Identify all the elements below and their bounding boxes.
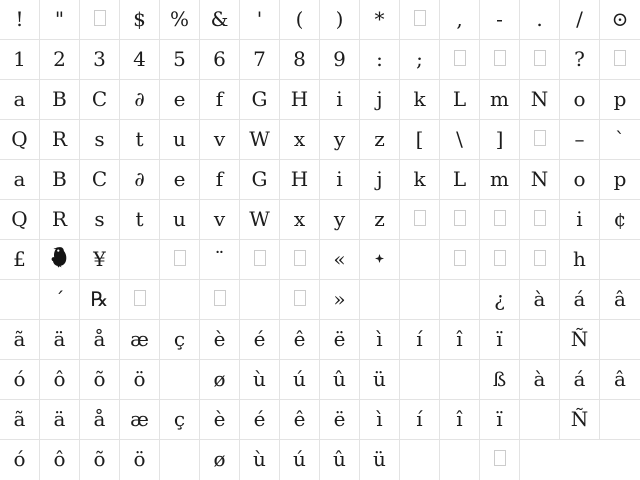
glyph-cell[interactable]: z — [360, 200, 400, 240]
glyph-cell[interactable]: f — [200, 80, 240, 120]
empty-cell[interactable] — [360, 280, 400, 320]
glyph-cell[interactable]: v — [200, 120, 240, 160]
glyph-cell[interactable]: x — [280, 200, 320, 240]
glyph-cell[interactable]: $ — [120, 0, 160, 40]
glyph-cell[interactable]: – — [560, 120, 600, 160]
empty-cell[interactable] — [600, 400, 640, 440]
glyph-cell[interactable]: ℞ — [80, 280, 120, 320]
notdef-cell[interactable] — [520, 200, 560, 240]
glyph-cell[interactable]: B — [40, 160, 80, 200]
glyph-cell[interactable]: W — [240, 200, 280, 240]
empty-cell[interactable] — [400, 280, 440, 320]
spark-ornament-cell[interactable] — [360, 240, 400, 280]
missing-glyph-box — [494, 210, 506, 226]
glyph-cell[interactable]: ì — [360, 320, 400, 360]
missing-glyph-box — [294, 250, 306, 266]
glyph-cell[interactable]: h — [560, 240, 600, 280]
glyph-cell[interactable]: m — [480, 80, 520, 120]
notdef-cell[interactable] — [520, 40, 560, 80]
glyph-cell[interactable]: L — [440, 160, 480, 200]
glyph-cell[interactable]: ï — [480, 400, 520, 440]
glyph-cell[interactable]: õ — [80, 440, 120, 480]
glyph-cell[interactable]: ê — [280, 400, 320, 440]
glyph-cell[interactable]: f — [200, 160, 240, 200]
glyph-cell[interactable]: u — [160, 200, 200, 240]
notdef-cell[interactable] — [80, 0, 120, 40]
notdef-cell[interactable] — [520, 120, 560, 160]
glyph-cell[interactable]: ⊙ — [600, 0, 640, 40]
glyph-cell[interactable]: G — [240, 80, 280, 120]
glyph-cell[interactable]: ∂ — [120, 80, 160, 120]
glyph-cell[interactable]: ç — [160, 400, 200, 440]
notdef-cell[interactable] — [280, 240, 320, 280]
missing-glyph-box — [494, 250, 506, 266]
four-point-star-icon — [375, 254, 384, 263]
glyph-cell[interactable]: k — [400, 160, 440, 200]
glyph-cell[interactable]: p — [600, 80, 640, 120]
glyph-cell[interactable]: à — [520, 280, 560, 320]
empty-cell[interactable] — [400, 440, 440, 480]
glyph-cell[interactable]: 2 — [40, 40, 80, 80]
glyph-cell[interactable]: û — [320, 440, 360, 480]
glyph-cell[interactable]: Q — [0, 120, 40, 160]
glyph-cell[interactable]: é — [240, 320, 280, 360]
empty-cell[interactable] — [240, 280, 280, 320]
notdef-cell[interactable] — [400, 0, 440, 40]
glyph-cell[interactable]: â — [600, 280, 640, 320]
glyph-cell[interactable]: Ñ — [560, 320, 600, 360]
glyph-cell[interactable]: ´ — [40, 280, 80, 320]
glyph-cell[interactable]: å — [80, 320, 120, 360]
glyph-cell[interactable]: e — [160, 160, 200, 200]
glyph-cell[interactable]: " — [40, 0, 80, 40]
glyph-cell[interactable]: H — [280, 160, 320, 200]
glyph-cell[interactable]: s — [80, 200, 120, 240]
notdef-cell[interactable] — [480, 40, 520, 80]
glyph-cell[interactable]: ¿ — [480, 280, 520, 320]
glyph-cell[interactable]: ã — [0, 320, 40, 360]
glyph-cell[interactable]: ü — [360, 440, 400, 480]
glyph-cell[interactable]: ! — [0, 0, 40, 40]
empty-cell[interactable] — [600, 320, 640, 360]
glyph-cell[interactable]: i — [560, 200, 600, 240]
glyph-cell[interactable]: î — [440, 400, 480, 440]
glyph-cell[interactable]: ù — [240, 440, 280, 480]
glyph-cell[interactable]: ä — [40, 400, 80, 440]
glyph-cell[interactable]: ù — [240, 360, 280, 400]
glyph-cell[interactable]: í — [400, 400, 440, 440]
glyph-cell[interactable]: 6 — [200, 40, 240, 80]
glyph-cell[interactable]: ? — [560, 40, 600, 80]
glyph-cell[interactable]: ê — [280, 320, 320, 360]
notdef-cell[interactable] — [480, 240, 520, 280]
notdef-cell[interactable] — [440, 40, 480, 80]
glyph-cell[interactable]: Q — [0, 200, 40, 240]
glyph-cell[interactable]: ë — [320, 320, 360, 360]
empty-cell[interactable] — [160, 360, 200, 400]
glyph-cell[interactable]: â — [600, 360, 640, 400]
notdef-cell[interactable] — [200, 280, 240, 320]
missing-glyph-box — [494, 50, 506, 66]
glyph-cell[interactable]: / — [560, 0, 600, 40]
glyph-cell[interactable]: ( — [280, 0, 320, 40]
missing-glyph-box — [414, 10, 426, 26]
ghost-cell — [600, 440, 640, 480]
glyph-cell[interactable]: x — [280, 120, 320, 160]
glyph-cell[interactable]: 7 — [240, 40, 280, 80]
empty-cell[interactable] — [520, 400, 560, 440]
notdef-cell[interactable] — [480, 440, 520, 480]
notdef-cell[interactable] — [600, 40, 640, 80]
glyph-cell[interactable]: j — [360, 160, 400, 200]
notdef-cell[interactable] — [480, 200, 520, 240]
glyph-cell[interactable]: m — [480, 160, 520, 200]
glyph-cell[interactable]: 4 — [120, 40, 160, 80]
glyph-cell[interactable]: è — [200, 400, 240, 440]
glyph-cell[interactable]: è — [200, 320, 240, 360]
missing-glyph-box — [454, 250, 466, 266]
glyph-cell[interactable]: i — [320, 160, 360, 200]
missing-glyph-box — [534, 50, 546, 66]
glyph-cell[interactable]: , — [440, 0, 480, 40]
empty-cell[interactable] — [400, 360, 440, 400]
missing-glyph-box — [494, 450, 506, 466]
empty-cell[interactable] — [400, 240, 440, 280]
glyph-cell[interactable]: B — [40, 80, 80, 120]
glyph-cell[interactable]: o — [560, 80, 600, 120]
glyph-cell[interactable]: å — [80, 400, 120, 440]
owl-ornament-cell[interactable] — [40, 240, 80, 280]
missing-glyph-box — [254, 250, 266, 266]
glyph-cell[interactable]: 5 — [160, 40, 200, 80]
glyph-cell[interactable]: £ — [0, 240, 40, 280]
glyph-cell[interactable]: N — [520, 80, 560, 120]
glyph-cell[interactable]: ] — [480, 120, 520, 160]
notdef-cell[interactable] — [440, 240, 480, 280]
glyph-cell[interactable]: ô — [40, 440, 80, 480]
glyph-cell[interactable]: æ — [120, 400, 160, 440]
glyph-cell[interactable]: ¨ — [200, 240, 240, 280]
glyph-cell[interactable]: y — [320, 120, 360, 160]
glyph-cell[interactable]: ë — [320, 400, 360, 440]
missing-glyph-box — [414, 210, 426, 226]
glyph-cell[interactable]: í — [400, 320, 440, 360]
glyph-cell[interactable]: C — [80, 80, 120, 120]
glyph-cell[interactable]: \ — [440, 120, 480, 160]
glyph-cell[interactable]: v — [200, 200, 240, 240]
glyph-cell[interactable]: z — [360, 120, 400, 160]
glyph-cell[interactable]: ∂ — [120, 160, 160, 200]
notdef-cell[interactable] — [120, 280, 160, 320]
glyph-cell[interactable]: á — [560, 360, 600, 400]
glyph-cell[interactable]: « — [320, 240, 360, 280]
glyph-cell[interactable]: û — [320, 360, 360, 400]
owl-icon — [50, 246, 70, 268]
empty-cell[interactable] — [440, 360, 480, 400]
glyph-cell[interactable]: ø — [200, 360, 240, 400]
glyph-cell[interactable]: G — [240, 160, 280, 200]
notdef-cell[interactable] — [280, 280, 320, 320]
missing-glyph-box — [614, 50, 626, 66]
glyph-cell[interactable]: [ — [400, 120, 440, 160]
missing-glyph-box — [214, 290, 226, 306]
glyph-cell[interactable]: ú — [280, 440, 320, 480]
glyph-cell[interactable]: õ — [80, 360, 120, 400]
missing-glyph-box — [294, 290, 306, 306]
glyph-cell[interactable]: ' — [240, 0, 280, 40]
glyph-cell[interactable]: ï — [480, 320, 520, 360]
glyph-cell[interactable]: ) — [320, 0, 360, 40]
glyph-cell[interactable]: 9 — [320, 40, 360, 80]
missing-glyph-box — [174, 250, 186, 266]
missing-glyph-box — [134, 290, 146, 306]
glyph-cell[interactable]: i — [320, 80, 360, 120]
glyph-cell[interactable]: ö — [120, 360, 160, 400]
glyph-cell[interactable]: ; — [400, 40, 440, 80]
glyph-cell[interactable]: e — [160, 80, 200, 120]
notdef-cell[interactable] — [520, 240, 560, 280]
glyph-cell[interactable]: ü — [360, 360, 400, 400]
glyph-cell[interactable]: ø — [200, 440, 240, 480]
notdef-cell[interactable] — [440, 200, 480, 240]
glyph-cell[interactable]: á — [560, 280, 600, 320]
glyph-cell[interactable]: N — [520, 160, 560, 200]
empty-cell[interactable] — [520, 320, 560, 360]
notdef-cell[interactable] — [160, 240, 200, 280]
missing-glyph-box — [534, 250, 546, 266]
glyph-cell[interactable]: W — [240, 120, 280, 160]
empty-cell[interactable] — [600, 240, 640, 280]
glyph-cell[interactable]: 8 — [280, 40, 320, 80]
glyph-cell[interactable]: ö — [120, 440, 160, 480]
glyph-cell[interactable]: ã — [0, 400, 40, 440]
glyph-cell[interactable]: 1 — [0, 40, 40, 80]
glyph-cell[interactable]: j — [360, 80, 400, 120]
glyph-cell[interactable]: : — [360, 40, 400, 80]
glyph-cell[interactable]: ß — [480, 360, 520, 400]
glyph-cell[interactable]: Ñ — [560, 400, 600, 440]
glyph-cell[interactable]: & — [200, 0, 240, 40]
glyph-cell[interactable]: H — [280, 80, 320, 120]
glyph-cell[interactable]: k — [400, 80, 440, 120]
glyph-cell[interactable]: a — [0, 80, 40, 120]
empty-cell[interactable] — [440, 280, 480, 320]
glyph-cell[interactable]: » — [320, 280, 360, 320]
missing-glyph-box — [534, 210, 546, 226]
empty-cell[interactable] — [160, 280, 200, 320]
glyph-cell[interactable]: R — [40, 200, 80, 240]
glyph-cell[interactable]: ú — [280, 360, 320, 400]
notdef-cell[interactable] — [240, 240, 280, 280]
empty-cell[interactable] — [0, 280, 40, 320]
glyph-cell[interactable]: t — [120, 120, 160, 160]
glyph-cell[interactable]: ¢ — [600, 200, 640, 240]
missing-glyph-box — [454, 210, 466, 226]
glyph-cell[interactable]: é — [240, 400, 280, 440]
glyph-cell[interactable]: à — [520, 360, 560, 400]
glyph-cell[interactable]: y — [320, 200, 360, 240]
ghost-cell — [520, 440, 560, 480]
glyph-cell[interactable]: ç — [160, 320, 200, 360]
missing-glyph-box — [534, 130, 546, 146]
glyph-cell[interactable]: a — [0, 160, 40, 200]
glyph-cell[interactable]: ô — [40, 360, 80, 400]
glyph-cell[interactable]: ó — [0, 440, 40, 480]
glyph-cell[interactable]: % — [160, 0, 200, 40]
glyph-cell[interactable]: æ — [120, 320, 160, 360]
glyph-cell[interactable]: ä — [40, 320, 80, 360]
ghost-cell — [560, 440, 600, 480]
glyph-cell[interactable]: s — [80, 120, 120, 160]
empty-cell[interactable] — [120, 240, 160, 280]
glyph-cell[interactable]: o — [560, 160, 600, 200]
glyph-cell[interactable]: ó — [0, 360, 40, 400]
empty-cell[interactable] — [440, 440, 480, 480]
glyph-cell[interactable]: ` — [600, 120, 640, 160]
glyph-cell[interactable]: * — [360, 0, 400, 40]
glyph-cell[interactable]: . — [520, 0, 560, 40]
glyph-cell[interactable]: p — [600, 160, 640, 200]
glyph-cell[interactable]: R — [40, 120, 80, 160]
glyph-cell[interactable]: 3 — [80, 40, 120, 80]
glyph-cell[interactable]: t — [120, 200, 160, 240]
glyph-cell[interactable]: ì — [360, 400, 400, 440]
missing-glyph-box — [94, 10, 106, 26]
notdef-cell[interactable] — [400, 200, 440, 240]
glyph-cell[interactable]: î — [440, 320, 480, 360]
glyph-cell[interactable]: C — [80, 160, 120, 200]
glyph-cell[interactable]: - — [480, 0, 520, 40]
glyph-cell[interactable]: L — [440, 80, 480, 120]
missing-glyph-box — [454, 50, 466, 66]
glyph-cell[interactable]: ¥ — [80, 240, 120, 280]
glyph-cell[interactable]: u — [160, 120, 200, 160]
empty-cell[interactable] — [160, 440, 200, 480]
